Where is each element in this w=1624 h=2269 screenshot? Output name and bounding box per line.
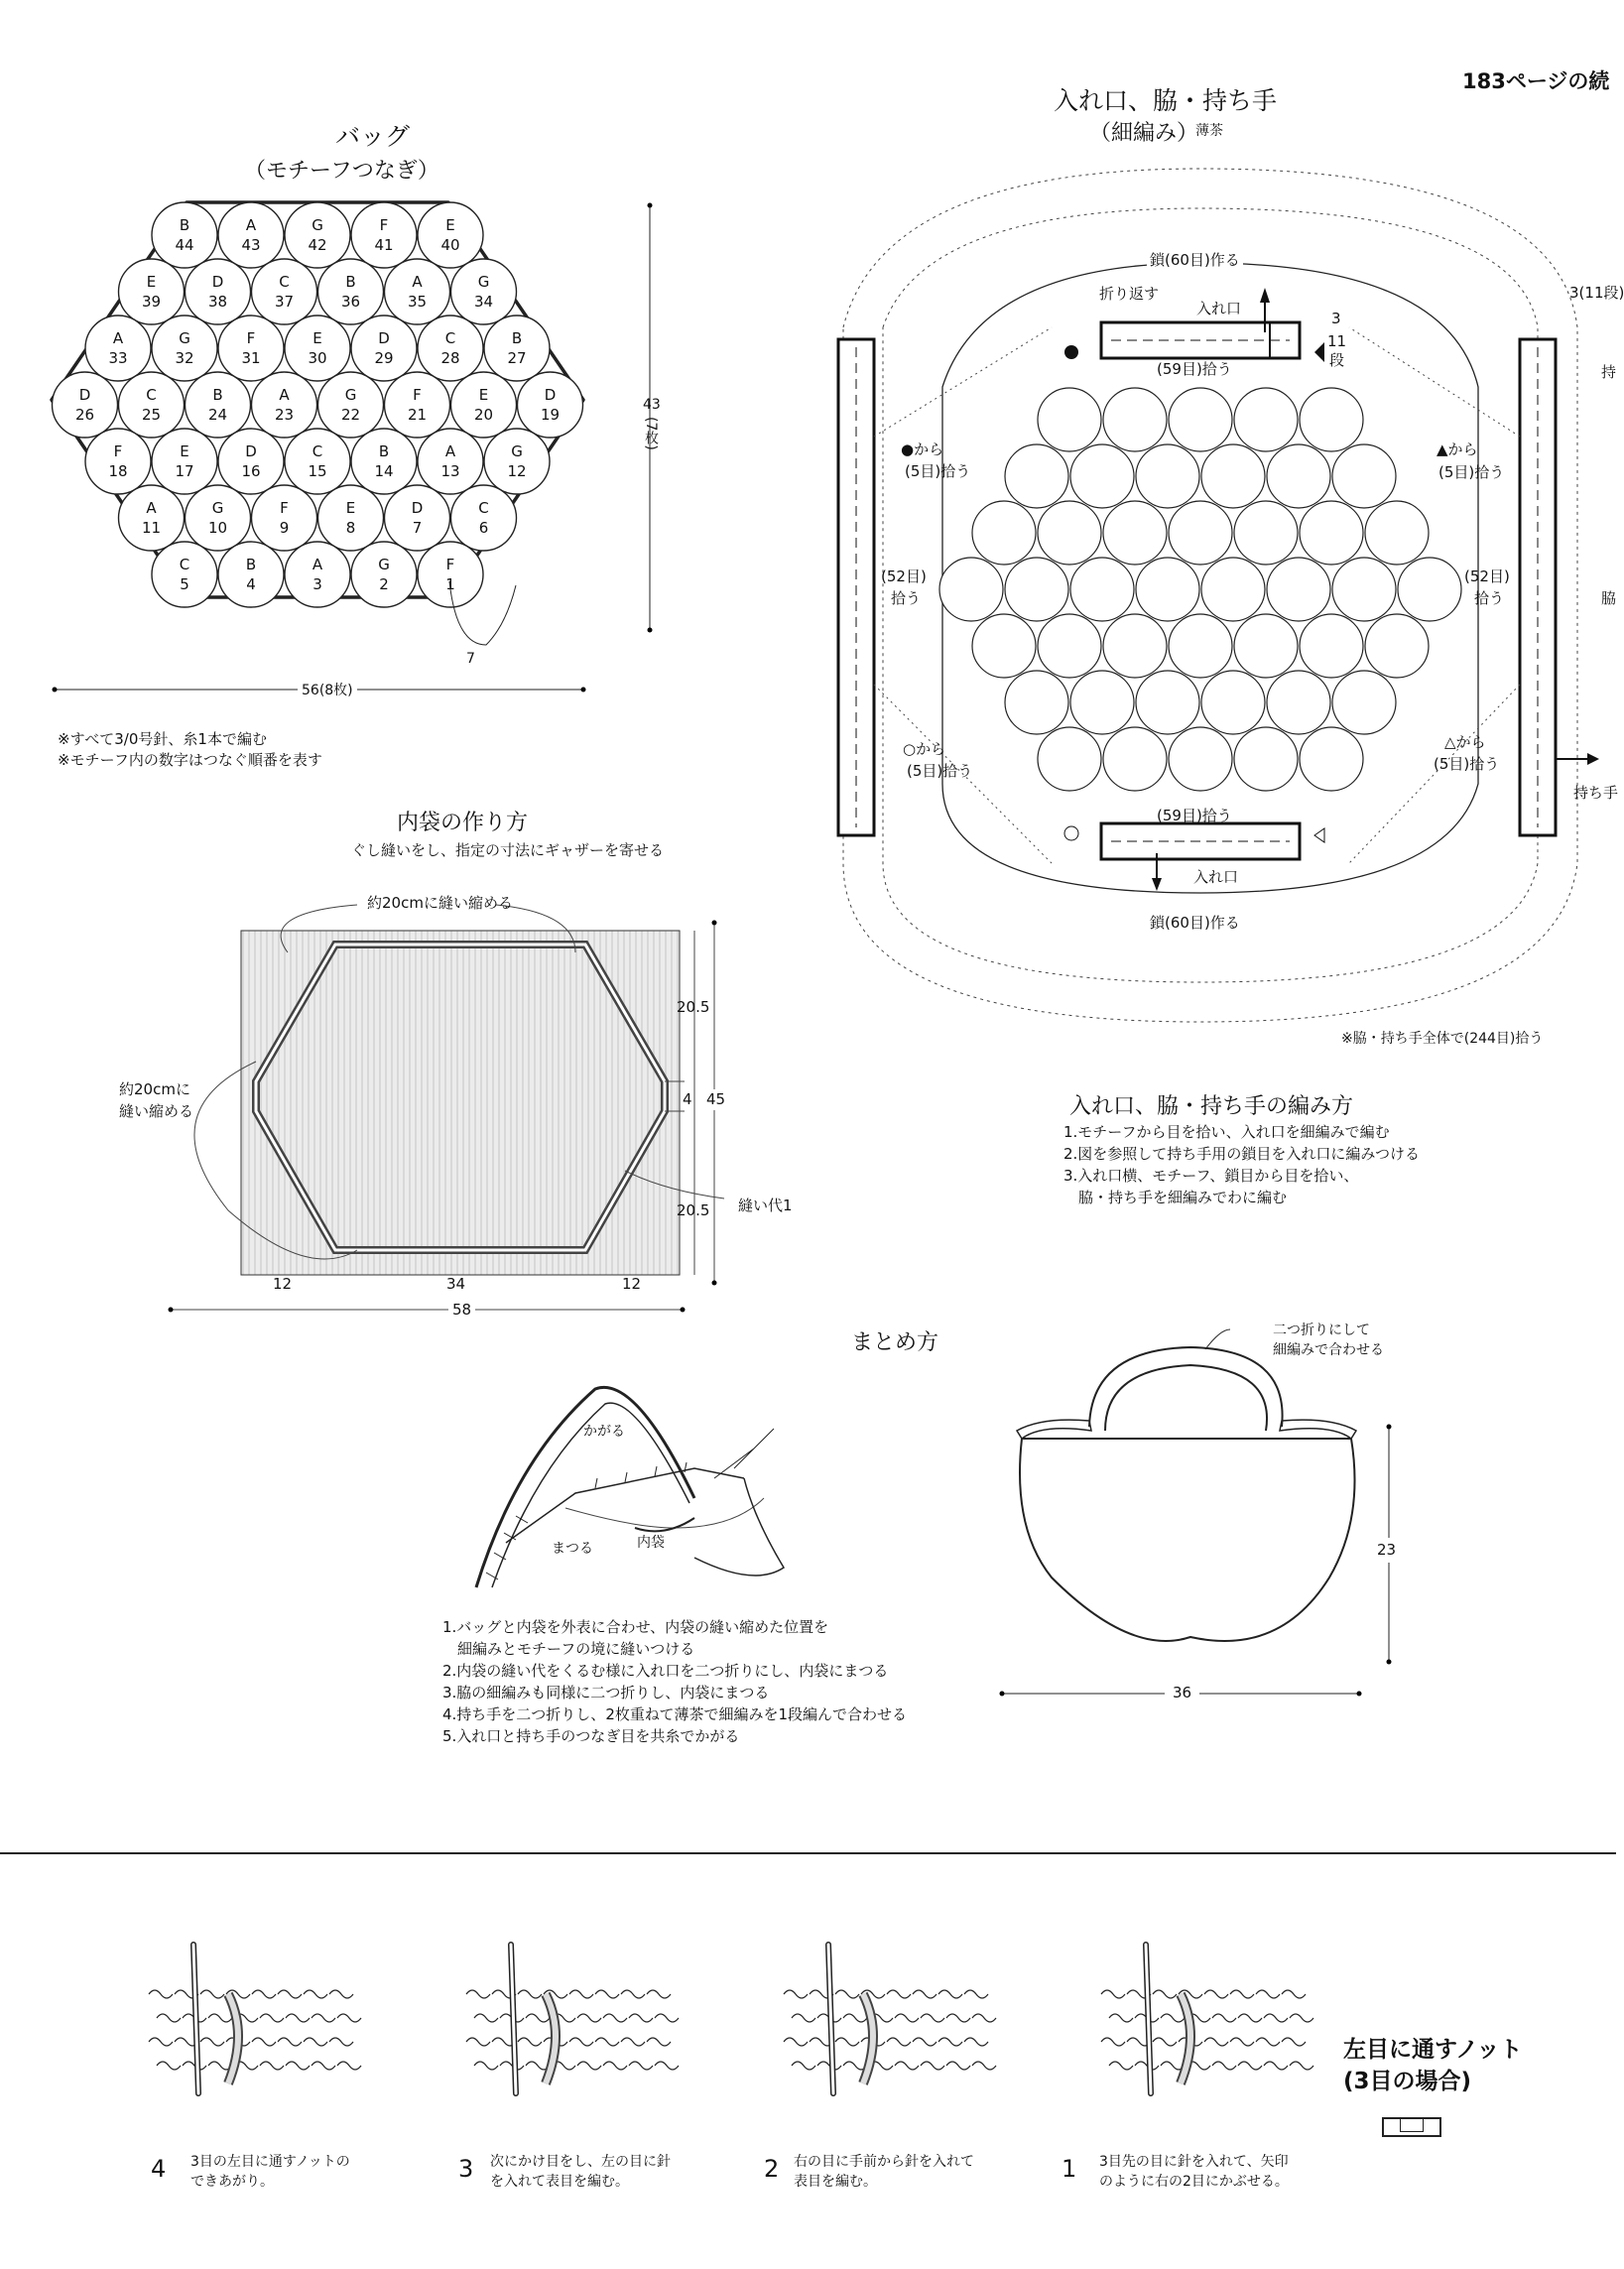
motif-number: 21 — [407, 406, 428, 424]
motif-letter: D — [544, 386, 557, 404]
motif-letter: D — [78, 386, 91, 404]
motif-circle — [939, 558, 1003, 621]
motif-number: 42 — [308, 236, 327, 254]
motif-number: 12 — [507, 462, 527, 480]
motif-circle — [1038, 388, 1101, 451]
motif-circle — [1300, 614, 1363, 678]
motif-letter: G — [211, 499, 224, 517]
motif-letter: B — [212, 386, 223, 404]
inner-top-note: 約20cmに縫い縮める — [367, 894, 513, 912]
right-rows: 3(11段) — [1569, 284, 1624, 302]
knot-step-4-num: 4 — [151, 2155, 167, 2183]
motif-number: 23 — [274, 406, 295, 424]
wtri-from: △から — [1444, 733, 1486, 751]
bag-note-1: ※すべて3/0号針、糸1本で編む — [58, 730, 267, 748]
knot-step-2-text-2: 表目を編む。 — [794, 2174, 877, 2190]
motif-B44 — [152, 202, 217, 268]
motif-C25 — [119, 372, 185, 438]
pick5b: (5目)拾う — [1438, 463, 1505, 481]
knot-step-2-text-1: 右の目に手前から針を入れて — [794, 2154, 974, 2170]
pick52l: (52目) — [881, 567, 927, 585]
motif-number: 33 — [108, 349, 128, 367]
motif-circle — [1332, 671, 1396, 734]
motif-number: 38 — [207, 293, 228, 311]
rows-3: 3 — [1331, 310, 1341, 327]
motif-F9 — [252, 485, 317, 551]
pick52r: (52目) — [1464, 567, 1510, 585]
motif-circle — [1169, 727, 1232, 791]
inner-bag-diagram — [109, 873, 764, 1329]
motif-letter: E — [180, 442, 189, 460]
motif-number: 34 — [473, 293, 494, 311]
dim-total-right: 45 — [706, 1090, 726, 1108]
motif-circle — [1103, 388, 1167, 451]
dim-bottom-mid: 34 — [446, 1275, 466, 1293]
motif-circle — [1038, 727, 1101, 791]
motif-number: 20 — [473, 406, 494, 424]
opening-top-label: 入れ口 — [1196, 300, 1242, 317]
bag-width-dim: 56(8枚) — [298, 680, 357, 699]
motif-letter: F — [280, 499, 289, 517]
dim-top-right: 20.5 — [677, 998, 710, 1016]
motif-letter: A — [112, 329, 124, 347]
motif-letter: B — [345, 273, 356, 291]
motif-number: 43 — [241, 236, 261, 254]
white-from: ○から — [903, 740, 946, 758]
motif-B14 — [351, 429, 417, 494]
motif-C15 — [285, 429, 350, 494]
motif-circle — [1398, 558, 1461, 621]
assembly-step-1b: 細編みとモチーフの境に縫いつける — [442, 1640, 695, 1658]
motif-circle — [1300, 501, 1363, 565]
motif-number: 9 — [279, 519, 290, 537]
motif-number: 35 — [407, 293, 428, 311]
motif-A11 — [119, 485, 185, 551]
motif-B36 — [318, 259, 384, 324]
motif-D38 — [186, 259, 251, 324]
motif-dim: 7 — [466, 651, 475, 667]
motif-B24 — [186, 372, 251, 438]
motif-C37 — [252, 259, 317, 324]
motif-letter: B — [179, 216, 190, 234]
motif-letter: C — [279, 273, 290, 291]
motif-number: 4 — [246, 575, 256, 593]
motif-C6 — [451, 485, 517, 551]
motif-number: 14 — [374, 462, 394, 480]
knot-step-illustration — [784, 1945, 996, 2093]
right-a: 持 — [1601, 363, 1617, 381]
section-divider — [0, 1852, 1616, 1854]
fold-note-1: 二つ折りにして — [1273, 1323, 1370, 1338]
method-step-1: 1.モチーフから目を拾い、入れ口を細編みで編む — [1063, 1123, 1390, 1141]
assembly-height: 23 — [1377, 1538, 1396, 1563]
motif-letter: E — [445, 216, 455, 234]
motif-letter: D — [245, 442, 257, 460]
knot-step-4-text-1: 3目の左目に通すノットの — [190, 2154, 350, 2170]
uchibukuro-label: 内袋 — [637, 1535, 665, 1551]
motif-circle — [1103, 614, 1167, 678]
dim-bottom-r: 12 — [622, 1275, 642, 1293]
motif-circle — [1267, 444, 1330, 508]
opening-bottom-label: 入れ口 — [1193, 868, 1239, 886]
method-step-4: 脇・持ち手を細編みでわに編む — [1063, 1189, 1288, 1206]
assembly-width: 36 — [1165, 1683, 1199, 1703]
motif-circle — [1169, 614, 1232, 678]
knot-step-1-num: 1 — [1062, 2155, 1077, 2183]
motif-G12 — [484, 429, 550, 494]
motif-D7 — [385, 485, 450, 551]
method-title: 入れ口、脇・持ち手の編み方 — [1069, 1094, 1354, 1119]
motif-letter: F — [113, 442, 123, 460]
dim-bottom-right: 20.5 — [677, 1201, 710, 1219]
tri-from: ▲から — [1437, 441, 1478, 458]
matsuru-label: まつる — [552, 1541, 593, 1557]
black-from: ●から — [901, 441, 944, 458]
motif-circle — [972, 614, 1036, 678]
motif-E30 — [285, 315, 350, 381]
pick52l2: 拾う — [891, 589, 922, 607]
motif-E40 — [418, 202, 483, 268]
motif-number: 1 — [445, 575, 455, 593]
motif-number: 30 — [308, 349, 327, 367]
motif-letter: C — [444, 329, 456, 347]
knot-symbol — [1382, 2117, 1441, 2137]
knot-step-3-num: 3 — [458, 2155, 474, 2183]
motif-G32 — [152, 315, 217, 381]
motif-A23 — [252, 372, 317, 438]
assembly-title: まとめ方 — [851, 1330, 939, 1355]
motif-number: 19 — [540, 406, 561, 424]
motif-circle — [1005, 444, 1068, 508]
motif-letter: G — [344, 386, 357, 404]
method-step-2: 2.図を参照して持ち手用の鎖目を入れ口に編みつける — [1063, 1145, 1421, 1163]
knot-step-2-num: 2 — [764, 2155, 780, 2183]
motif-F18 — [85, 429, 151, 494]
motif-number: 18 — [108, 462, 128, 480]
continued-note: 183ページの続 — [1462, 69, 1610, 93]
pick-top: (59目)拾う — [1157, 360, 1232, 378]
motif-letter: C — [146, 386, 157, 404]
chain-top: 鎖(60目)作る — [1147, 250, 1243, 271]
motif-D19 — [518, 372, 583, 438]
motif-circle — [1234, 501, 1298, 565]
opening-subtitle: （細編み） — [1089, 121, 1199, 146]
kagaru-label: かがる — [583, 1424, 625, 1440]
motif-letter: G — [378, 556, 390, 573]
motif-number: 22 — [340, 406, 361, 424]
motif-letter: E — [312, 329, 322, 347]
motif-number: 44 — [175, 236, 194, 254]
motif-G42 — [285, 202, 350, 268]
dim-total-bottom: 58 — [448, 1300, 475, 1321]
motif-circle — [1005, 558, 1068, 621]
motif-A43 — [218, 202, 284, 268]
knot-step-illustration — [149, 1945, 361, 2093]
bag-title: バッグ — [335, 122, 411, 151]
motif-letter: D — [211, 273, 224, 291]
assembly-sewing-diagram — [456, 1369, 833, 1607]
motif-letter: D — [411, 499, 424, 517]
motif-number: 6 — [478, 519, 489, 537]
motif-number: 3 — [312, 575, 322, 593]
motif-number: 27 — [507, 349, 527, 367]
motif-circle — [1300, 388, 1363, 451]
motif-circle — [1169, 501, 1232, 565]
motif-circle — [1365, 614, 1429, 678]
motif-number: 31 — [241, 349, 261, 367]
motif-E8 — [318, 485, 384, 551]
motif-letter: C — [179, 556, 190, 573]
motif-number: 40 — [440, 236, 460, 254]
motif-number: 2 — [379, 575, 389, 593]
bag-subtitle: （モチーフつなぎ） — [244, 159, 439, 184]
motif-number: 16 — [241, 462, 261, 480]
pick52r2: 拾う — [1474, 589, 1505, 607]
rows-dan: 段 — [1329, 351, 1345, 369]
knot-title-1: 左目に通すノット — [1343, 2037, 1523, 2063]
motif-E17 — [152, 429, 217, 494]
knot-step-3-text-1: 次にかけ目をし、左の目に針 — [490, 2154, 671, 2170]
motif-F21 — [385, 372, 450, 438]
inner-left-note-1: 約20cmに — [119, 1080, 190, 1098]
assembly-step-2: 2.内袋の縫い代をくるむ様に入れ口を二つ折りにし、内袋にまつる — [442, 1662, 889, 1680]
motif-number: 29 — [374, 349, 394, 367]
motif-circle — [1332, 444, 1396, 508]
inner-left-note-2: 縫い縮める — [119, 1102, 194, 1120]
motif-circle — [1234, 614, 1298, 678]
motif-number: 8 — [345, 519, 356, 537]
motif-number: 26 — [74, 406, 95, 424]
motif-number: 10 — [207, 519, 228, 537]
knot-step-1-text-2: のように右の2目にかぶせる。 — [1099, 2174, 1289, 2190]
motif-circle — [1070, 558, 1134, 621]
knot-step-3-text-2: を入れて表目を編む。 — [490, 2174, 629, 2190]
motif-letter: A — [412, 273, 423, 291]
motif-D29 — [351, 315, 417, 381]
motif-number: 36 — [340, 293, 361, 311]
right-b: 脇 — [1601, 589, 1617, 607]
motif-circle — [1005, 671, 1068, 734]
motif-letter: C — [312, 442, 323, 460]
knot-step-1-text-1: 3目先の目に針を入れて、矢印 — [1099, 2154, 1289, 2170]
motif-number: 37 — [274, 293, 295, 311]
motif-letter: F — [413, 386, 422, 404]
motif-circle — [972, 501, 1036, 565]
motif-circle — [1267, 558, 1330, 621]
motif-letter: A — [279, 386, 290, 404]
motif-G22 — [318, 372, 384, 438]
motif-A35 — [385, 259, 450, 324]
motif-circle — [1070, 444, 1134, 508]
knot-title-2: (3目の場合) — [1343, 2069, 1472, 2094]
knot-step-4-text-2: できあがり。 — [190, 2174, 274, 2190]
motif-circle — [1300, 727, 1363, 791]
motif-letter: F — [445, 556, 455, 573]
motif-letter: E — [345, 499, 356, 517]
motif-D26 — [53, 372, 118, 438]
bag-height-count: (7枚) — [643, 417, 659, 450]
motif-circle — [1332, 558, 1396, 621]
dim-mid-right: 4 — [683, 1090, 692, 1108]
motif-number: 41 — [374, 236, 394, 254]
pick5c: (5目)拾う — [907, 762, 973, 780]
motif-D16 — [218, 429, 284, 494]
motif-B27 — [484, 315, 550, 381]
motif-letter: G — [179, 329, 190, 347]
motif-number: 7 — [412, 519, 423, 537]
motif-E39 — [119, 259, 185, 324]
motif-circle — [1136, 671, 1199, 734]
motif-letter: B — [378, 442, 390, 460]
motif-A33 — [85, 315, 151, 381]
fold-label: 折り返す — [1099, 285, 1160, 303]
motif-letter: E — [478, 386, 489, 404]
motif-G2 — [351, 542, 417, 607]
assembly-step-4: 4.持ち手を二つ折りし、2枚重ねて薄茶で細編みを1段編んで合わせる — [442, 1705, 908, 1723]
motif-C5 — [152, 542, 217, 607]
bag-height-dim: 43 — [643, 397, 661, 413]
motif-circle — [1365, 501, 1429, 565]
assembly-step-5: 5.入れ口と持ち手のつなぎ目を共糸でかがる — [442, 1727, 740, 1745]
motif-letter: G — [477, 273, 490, 291]
motif-letter: B — [511, 329, 523, 347]
motif-number: 11 — [141, 519, 162, 537]
motif-number: 24 — [207, 406, 228, 424]
pick5a: (5目)拾う — [905, 462, 971, 480]
motif-circle — [1103, 501, 1167, 565]
motif-F41 — [351, 202, 417, 268]
motif-B4 — [218, 542, 284, 607]
rows-11: 11 — [1327, 332, 1347, 350]
motif-circle — [1103, 727, 1167, 791]
assembly-step-1: 1.バッグと内袋を外表に合わせ、内袋の縫い縮めた位置を — [442, 1618, 829, 1636]
pick5d: (5目)拾う — [1434, 755, 1500, 773]
motif-circle — [1038, 501, 1101, 565]
motif-F1 — [418, 542, 483, 607]
motif-letter: D — [378, 329, 390, 347]
motif-E20 — [451, 372, 517, 438]
motif-A13 — [418, 429, 483, 494]
inner-bag-title: 内袋の作り方 — [397, 811, 529, 835]
motif-circle — [1136, 444, 1199, 508]
motif-letter: E — [146, 273, 157, 291]
motif-number: 32 — [175, 349, 194, 367]
motif-circle — [1267, 671, 1330, 734]
motif-number: 17 — [175, 462, 194, 480]
motif-G10 — [186, 485, 251, 551]
total-pick-note: ※脇・持ち手全体で(244目)拾う — [1341, 1031, 1544, 1047]
knot-illustrations — [139, 1925, 1329, 2143]
motif-circle — [1038, 614, 1101, 678]
motif-circle — [1201, 444, 1265, 508]
motif-circle — [1136, 558, 1199, 621]
motif-circle — [1201, 558, 1265, 621]
motif-C28 — [418, 315, 483, 381]
motif-letter: G — [312, 216, 323, 234]
seam-allowance: 縫い代1 — [738, 1197, 793, 1214]
motif-number: 13 — [440, 462, 460, 480]
motif-circle — [1201, 671, 1265, 734]
motif-letter: A — [146, 499, 157, 517]
motif-letter: G — [511, 442, 523, 460]
knot-step-illustration — [466, 1945, 679, 2093]
knot-step-illustration — [1101, 1945, 1313, 2093]
motif-letter: F — [379, 216, 389, 234]
inner-bag-subtitle: ぐし縫いをし、指定の寸法にギャザーを寄せる — [351, 841, 665, 859]
opening-title: 入れ口、脇・持ち手 — [1054, 86, 1278, 115]
opening-color: 薄茶 — [1195, 123, 1223, 139]
motif-F31 — [218, 315, 284, 381]
motif-circle — [1234, 388, 1298, 451]
handle-label: 持ち手 — [1573, 784, 1619, 802]
motif-number: 39 — [141, 293, 162, 311]
motif-letter: B — [245, 556, 257, 573]
motif-letter: A — [245, 216, 257, 234]
motif-circle — [1234, 727, 1298, 791]
pick-bottom: (59目)拾う — [1157, 807, 1232, 824]
motif-number: 15 — [308, 462, 327, 480]
motif-number: 28 — [440, 349, 460, 367]
method-step-3: 3.入れ口横、モチーフ、鎖目から目を拾い、 — [1063, 1167, 1359, 1185]
motif-letter: A — [444, 442, 456, 460]
motif-diagram — [40, 189, 675, 685]
motif-letter: A — [312, 556, 323, 573]
motif-A3 — [285, 542, 350, 607]
motif-number: 5 — [180, 575, 189, 593]
finished-bag-diagram — [982, 1339, 1409, 1716]
assembly-step-3: 3.脇の細編みも同様に二つ折りし、内袋にまつる — [442, 1684, 770, 1702]
motif-G34 — [451, 259, 517, 324]
chain-bottom: 鎖(60目)作る — [1147, 913, 1243, 934]
dim-bottom-left: 12 — [273, 1275, 293, 1293]
motif-circle — [1070, 671, 1134, 734]
fold-note-2: 細編みで合わせる — [1273, 1342, 1384, 1358]
motif-number: 25 — [141, 406, 162, 424]
motif-letter: C — [478, 499, 489, 517]
motif-circle — [1169, 388, 1232, 451]
motif-letter: F — [246, 329, 256, 347]
bag-note-2: ※モチーフ内の数字はつなぐ順番を表す — [58, 751, 322, 769]
